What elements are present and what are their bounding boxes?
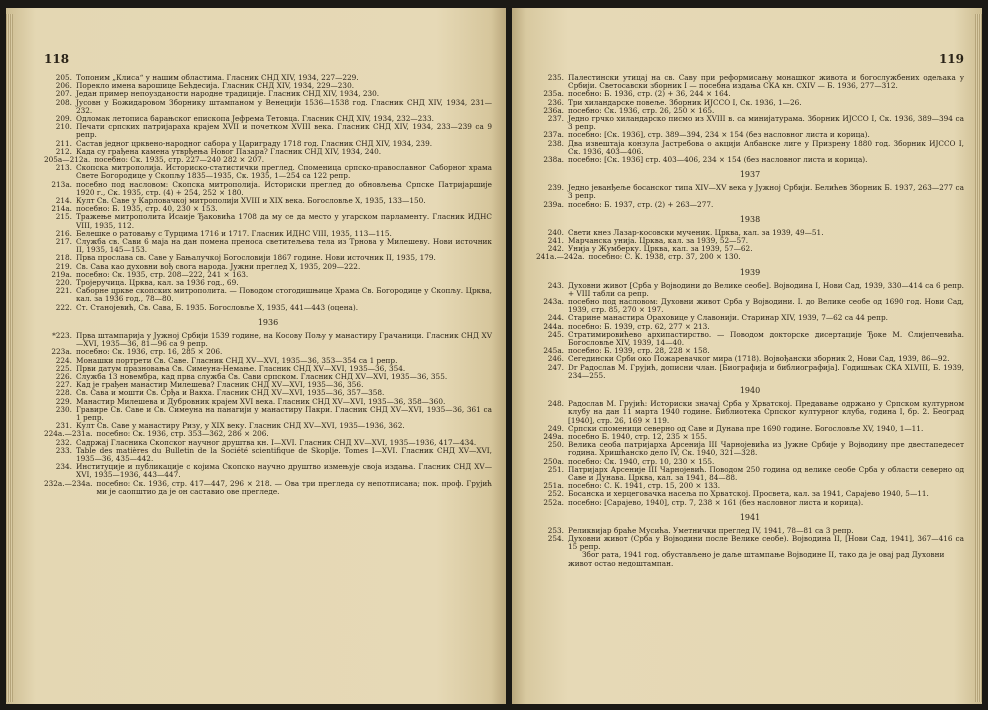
entry-number: 243а. (543, 297, 564, 307)
bibliography-entry (44, 287, 492, 303)
entry-text: Ст. Станојевић, Св. Сава, Б. 1935. Богословље X, 1935, 441—443 (оцена). (76, 302, 359, 312)
bibliography-entry (536, 364, 964, 380)
entry-number: *223. (52, 330, 72, 340)
entry-number: 246. (547, 354, 564, 364)
entry-text: посебно: С. К. 1941, стр. 15, 200 × 133. (568, 481, 721, 491)
entry-text: Dr Радослав М. Грујић, дописни члан. [Биографија и библиографија]. Годишњак СКА XLVIII, Б. 1939, 234—255. (568, 362, 964, 380)
entry-text: посебно: [Ск. 1936] стр. 403—406, 234 × 154 (без насловног листа и корица). (568, 155, 868, 165)
entry-text: посебно: Ск. 1935, стр. 227—240 282 × 207. (94, 155, 265, 165)
bibliography-entry (536, 115, 964, 131)
entry-number: 249. (547, 423, 564, 433)
right-page (512, 8, 982, 704)
bibliography-entry (536, 140, 964, 156)
entry-number: 226. (55, 371, 72, 381)
bibliography-entry (44, 181, 492, 197)
entry-number: 216. (55, 228, 72, 238)
entry-text: Први датум празновања Св. Симеуна-Немање. Гласник СНД XV—XVI, 1935—36, 354. (76, 363, 406, 373)
entry-text: Садржај Гласника Скопског научног друштва кн. I—XVI. Гласник СНД XV—XVI, 1935—1936, 417—434. (76, 437, 477, 447)
bibliography-entry (536, 466, 964, 482)
entry-text: Гравире Св. Саве и Св. Симеуна на панагији у манастиру Пакри. Гласник СНД XV—XVI, 1935—36, 361 са 1 репр. (76, 404, 492, 422)
entry-text: посебно: Б. 1939, стр. 28, 228 × 158. (568, 346, 710, 356)
entry-text: Саборне цркве скопских митрополита. — Поводом стогодишњице Храма Св. Богородице у Скопљу. Црква, кал. за 1936 год., 78—80. (76, 286, 492, 304)
entry-number: 238а. (543, 155, 564, 165)
entry-number: 243. (547, 280, 564, 290)
entry-number: 249а. (543, 431, 564, 441)
entry-text: Култ Св. Саве у Карловачкој митрополији XVIII и XIX века. Богословље X, 1935, 133—150. (76, 196, 426, 206)
entry-number: 235. (547, 73, 564, 82)
entry-number: 229. (55, 396, 72, 406)
entry-number: 230. (55, 404, 72, 414)
entry-text: Духовни живот (Срба у Војводини после Велике сеобе). Војводина II, [Нови Сад, 1941], 367—416 са 15 репр. (568, 533, 964, 552)
entry-number: 213. (55, 163, 72, 173)
year-heading: 1936 (257, 317, 279, 327)
entry-number: 244а. (543, 321, 564, 331)
entry-text: посебно под насловом: Скопска митрополија. Историски преглед до обновљења Српске Патријаршије 1920 г., Ск. 1935, стр. (4) + 254, 252 × 180. (76, 179, 492, 197)
entry-text: Два извештаја конзула Јастребова о акцији Албанске лиге у Призрену 1880 год. Зборник ИЈССО I, Ск. 1936, 403—406. (568, 138, 964, 156)
page-number-right: 119 (938, 52, 964, 66)
entry-text: Топоним „Клиса“ у нашим областима. Гласник СНД XIV, 1934, 227—229. (76, 73, 359, 82)
footnote: Због рата, 1941 год. обустављено је даље штампање Војводине II, тако да је овај рад Духовни живот остао недоштампан. (568, 550, 945, 568)
entry-number: 237а. (543, 130, 564, 140)
entry-number: 234. (55, 462, 72, 472)
entry-number: 209. (55, 114, 72, 124)
entry-text: Једно грчко хиландарско писмо из XVIII в. са минијатурама. Зборник ИЈССО I, Ск. 1936, 389—394 са 3 репр. (568, 114, 964, 132)
entry-number: 228. (55, 388, 72, 398)
entry-number: 248. (547, 399, 564, 409)
left-page (6, 8, 506, 704)
entry-text: посебно: Ск. 1936, стр. 16, 285 × 206. (76, 347, 223, 357)
entry-text: Кад је грађен манастир Милешева? Гласник СНД XV—XVI, 1935—36, 356. (76, 380, 364, 390)
entry-number: 232. (55, 437, 72, 447)
entry-number: 220. (55, 278, 72, 288)
entry-text: Монашки портрети Св. Саве. Гласник СНД XV—XVI, 1935—36, 353—354 са 1 репр. (76, 355, 398, 365)
entry-text: Сегедински Срби око Пожаревачког мира (1718). Војвођански зборник 2, Нови Сад, 1939, 86—92. (568, 354, 950, 364)
entry-number: 219. (55, 261, 72, 271)
entry-number: 252а. (543, 497, 564, 507)
bibliography-entry (536, 499, 964, 507)
bibliography-entry (536, 184, 964, 200)
entry-text: Прва штампарија у Јужној Србији 1539 године, на Косову Пољу у манастиру Грачаници. Гласник СНД XV—XVI, 1935—36, 81—96 са 9 репр. (76, 330, 492, 349)
entry-number: 222. (55, 302, 72, 312)
entry-number: 210. (55, 122, 72, 132)
bibliography-entry (44, 332, 492, 348)
entry-text: Служба св. Сави 6 маја на дан помена преноса светитељева тела из Трнова у Милешеву. Нови источник II, 1935, 145—153. (76, 237, 492, 255)
entry-text: посебно: [Сарајево, 1940], стр. 7, 238 × 161 (без насловног листа и корица). (568, 497, 864, 507)
entry-text: Прва прослава св. Саве у Бањалучкој Богословији 1867 године. Нови источник II, 1935, 179. (76, 253, 436, 263)
entry-text: посебно: Ск. 1935, стр. 208—222, 241 × 163. (76, 269, 249, 279)
year-heading: 1940 (739, 386, 761, 396)
entry-text: посебно Б. 1940, стр. 12, 235 × 155. (568, 431, 708, 441)
bibliography-entry (536, 282, 964, 298)
entry-text: Скопска митрополија. Историско-статистички преглед. Споменица српско-православног Саборног храма Свете Богородице у Скопљу 1835—1935, Ск. 1935, 1—254 са 122 репр. (76, 163, 492, 181)
right-page-content (536, 74, 964, 568)
entry-text: Састав једног црквено-народног сабора у Цариграду 1718 год. Гласник СНД XIV, 1934, 239. (76, 138, 433, 148)
entry-number: 232а.—234а. (44, 478, 93, 488)
entry-text: посебно: [Ск. 1936], стр. 389—394, 234 × 154 (без насловног листа и корица). (568, 130, 870, 140)
entry-number: 212. (55, 146, 72, 156)
entry-number: 221. (55, 286, 72, 296)
bibliography-entry (44, 123, 492, 139)
entry-text: Палестински утицај на св. Саву при реформисању монашког живота и богослужбених одељака у Србији. Светосавски зборник I — посебна издања СКА кн. CXIV — Б. 1936, 277—312. (568, 73, 964, 91)
entry-number: 251. (547, 464, 564, 474)
entry-text: Духовни живот [Срба у Војводини до Велике сеобе]. Војводина I, Нови Сад, 1939, 330—414 са 6 репр. + VIII табли са репр. (568, 280, 964, 298)
entry-text: Култ Св. Саве у манастиру Ризу, у XIX веку. Гласник СНД XV—XVI, 1935—1936, 362. (76, 421, 405, 431)
bibliography-entry (44, 99, 492, 115)
entry-number: 214а. (51, 204, 72, 214)
entry-text: Table des matières du Bulletin de la Société scientifique de Skoplje. Tomes I—XVI. Гласник СНД XV—XVI, 1935—36, 435—442. (76, 445, 492, 463)
entry-text: посебно: Б. 1937, стр. (2) + 263—277. (568, 199, 714, 209)
entry-number: 207. (55, 89, 72, 99)
entry-text: Када су грађена камена утврђења Новог Пазара? Гласник СНД XIV, 1934, 240. (76, 146, 382, 156)
bibliography-entry (536, 331, 964, 347)
year-heading: 1939 (739, 267, 761, 277)
entry-text: Одломак летописа барањског епископа Јефрема Тетовца. Гласник СНД XIV, 1934, 232—233. (76, 114, 434, 124)
bibliography-entry (536, 74, 964, 90)
entry-number: 225. (55, 363, 72, 373)
entry-number: 206. (55, 81, 72, 91)
entry-text: Свети кнез Лазар-косовски мученик. Црква, кал. за 1939, 49—51. (568, 227, 824, 237)
entry-text: посебно: Б. 1936, стр. (2) + 36, 244 × 164. (568, 89, 731, 99)
entry-text: посебно: Ск. 1936, стр. 417—447, 296 × 218. — Ова три прегледа су непотписана; пок. проф. Грујић ми је саопштио да је он саставио ове прегледе. (96, 478, 492, 496)
entry-number: 227. (55, 380, 72, 390)
bibliography-entry (536, 400, 964, 425)
entry-text: посебно под насловом: Духовни живот Срба у Војводини. I. до Велике сеобе од 1690 год. Нови Сад, 1939, стр. 85, 270 × 197. (568, 297, 964, 315)
bibliography-entry (536, 156, 964, 164)
entry-number: 241. (547, 236, 564, 246)
left-page-content (44, 74, 492, 496)
bibliography-entry (44, 480, 492, 496)
entry-text: Манастир Милешева и Дубровник крајем XVI века. Гласник СНД XV—XVI, 1935—36, 358—360. (76, 396, 446, 406)
entry-text: Један пример непоузданости народне традиције. Гласник СНД XIV, 1934, 230. (76, 89, 380, 99)
bibliography-entry (536, 253, 964, 261)
year-heading: 1941 (739, 512, 761, 522)
entry-number: 237. (547, 114, 564, 124)
entry-number: 250а. (543, 456, 564, 466)
entry-number: 245а. (543, 346, 564, 356)
entry-text: Реликвијар браће Мусића. Уметнички преглед IV, 1941, 78—81 са 3 репр. (568, 525, 854, 535)
entry-number: 241а.—242а. (536, 252, 585, 262)
bibliography-entry (44, 304, 492, 312)
entry-number: 205а—212а. (44, 155, 91, 165)
entry-number: 245. (547, 329, 564, 339)
entry-text: Св. Сава као духовни вођ свога народа. Јужни преглед X, 1935, 209—222. (76, 261, 361, 271)
entry-number: 224. (55, 355, 72, 365)
entry-number: 231. (55, 421, 72, 431)
entry-text: Унија у Жумберку. Црква, кал. за 1939, 57—62. (568, 244, 753, 254)
year-heading: 1937 (739, 170, 761, 180)
entry-number: 213а. (51, 179, 72, 189)
bibliography-entry (44, 406, 492, 422)
bibliography-entry (44, 447, 492, 463)
entry-number: 215. (55, 212, 72, 222)
entry-text: посебно: Ск. 1936, стр. 26, 250 × 165. (568, 105, 715, 115)
entry-number: 254. (547, 533, 564, 543)
entry-number: 208. (55, 97, 72, 107)
entry-number: 244. (547, 313, 564, 323)
entry-text: Велика сеоба патријарха Арсенија III Чарнојевића из Јужне Србије у Војводину пре двестапедесет година. Хришћанско дело IV, Ск. 1940, 321—328. (568, 440, 964, 458)
entry-text: Радослав М. Грујић: Историски значај Срба у Хрватској. Предавање одржано у Српском културном клубу на дан 11 марта 1940 године. Библиотека Српског културног клуба, година I, бр. 2. Београд [1940], стр. 26, 169 × 119. (568, 399, 964, 425)
entry-text: посебно: С. К. 1938, стр. 37, 200 × 130. (588, 252, 741, 262)
entry-text: Старине манастира Ораховице у Славонији. Старинар XIV, 1939, 7—62 са 44 репр. (568, 313, 888, 323)
entry-text: Тражење митрополита Исаије Ђаковића 1708 да му се да место у угарском парламенту. Гласник ИДНС VIII, 1935, 112. (76, 212, 492, 230)
entry-text: Св. Сава и мошти Св. Срђа и Вакха. Гласник СНД XV—XVI, 1935—36, 357—358. (76, 388, 385, 398)
entry-text: Белешке о ратовању с Турцима 1716 и 1717. Гласник ИДНС VIII, 1935, 113—115. (76, 228, 392, 238)
entry-number: 253. (547, 525, 564, 535)
entry-number: 233. (55, 445, 72, 455)
entry-number: 205. (55, 73, 72, 82)
bibliography-entry (44, 238, 492, 254)
entry-number: 242. (547, 244, 564, 254)
entry-text: Институције и публикације с којима Скопско научно друштво измењује своја издања. Гласник СНД XV—XVI, 1935—1936, 443—447. (76, 462, 492, 480)
page-number-left: 118 (44, 52, 70, 66)
entry-text: Печати српских патријараха крајем XVII и почетком XVIII века. Гласник СНД XIV, 1934, 233—239 са 9 репр. (76, 122, 492, 140)
entry-text: Српски споменици северно од Саве и Дунава пре 1690 године. Богословље XV, 1940, 1—11. (568, 423, 924, 433)
entry-number: 214. (55, 196, 72, 206)
entry-number: 235а. (543, 89, 564, 99)
entry-number: 247. (547, 362, 564, 372)
entry-number: 251а. (543, 481, 564, 491)
page-edge-left (6, 14, 13, 702)
bibliography-entry (536, 441, 964, 457)
bibliography-entry (44, 463, 492, 479)
entry-number: 219а. (51, 269, 72, 279)
entry-number: 239. (547, 183, 564, 193)
entry-text: Јусовн у Божидаровом Зборнику штампаном у Венецији 1536—1538 год. Гласник СНД XIV, 1934, 231—232. (76, 97, 492, 115)
entry-text: Порекло имена варошице Бећдесија. Гласник СНД XIV, 1934, 229—230. (76, 81, 355, 91)
bibliography-entry (536, 201, 964, 209)
entry-number: 240. (547, 227, 564, 237)
bibliography-entry (536, 298, 964, 314)
entry-text: посебно: Б. 1935, стр. 40, 230 × 153. (76, 204, 218, 214)
entry-number: 218. (55, 253, 72, 263)
entry-text: Патријарх Арсеније III Чарнојевић. Поводом 250 година од велике сеобе Срба у области северно од Саве и Дунава. Црква, кал. за 1941, 84—88. (568, 464, 964, 482)
entry-text: Служба 13 новембра, кад прва служба Св. Сави српском. Гласник СНД XV—XVI, 1935—36, 355. (76, 371, 448, 381)
entry-number: 223а. (51, 347, 72, 357)
entry-number: 239а. (543, 199, 564, 209)
entry-text: Тројеручица. Црква, кал. за 1936 год., 69. (76, 278, 239, 288)
entry-number: 236а. (543, 105, 564, 115)
entry-text: Марчанска унија. Црква, кал. за 1939, 52—57. (568, 236, 749, 246)
entry-text: Једно јеванђеље босанског типа XIV—XV века у Јужној Србији. Белићев Зборник Б. 1937, 263—277 са 3 репр. (568, 183, 964, 201)
entry-number: 236. (547, 97, 564, 107)
entry-number: 211. (55, 138, 72, 148)
entry-number: 224а.—231а. (44, 429, 93, 439)
entry-number: 238. (547, 138, 564, 148)
entry-text: посебно: Ск. 1940, стр. 10, 230 × 155. (568, 456, 715, 466)
page-edge-right (975, 14, 982, 702)
entry-number: 252. (547, 489, 564, 499)
year-heading: 1938 (739, 214, 761, 224)
bibliography-entry (44, 164, 492, 180)
entry-number: 250. (547, 440, 564, 450)
bibliography-entry (44, 213, 492, 229)
entry-text: посебно: Б. 1939, стр. 62, 277 × 213. (568, 321, 710, 331)
bibliography-entry (536, 535, 964, 551)
entry-text: Стратимировићево архипастирство. — Поводом докторске дисертације Ђоке М. Слијепчевића. Богословље XIV, 1939, 14—40. (568, 329, 964, 348)
entry-number: 217. (55, 237, 72, 247)
entry-text: Босанска и херцеговачка насеља по Хрватској. Просвета, кал. за 1941, Сарајево 1940, 5—11. (568, 489, 929, 499)
entry-text: Три хиландарске повеље. Зборник ИЈССО I, Ск. 1936, 1—26. (568, 97, 802, 107)
entry-text: посебно: Ск. 1936, стр. 353—362, 286 × 206. (96, 429, 269, 439)
